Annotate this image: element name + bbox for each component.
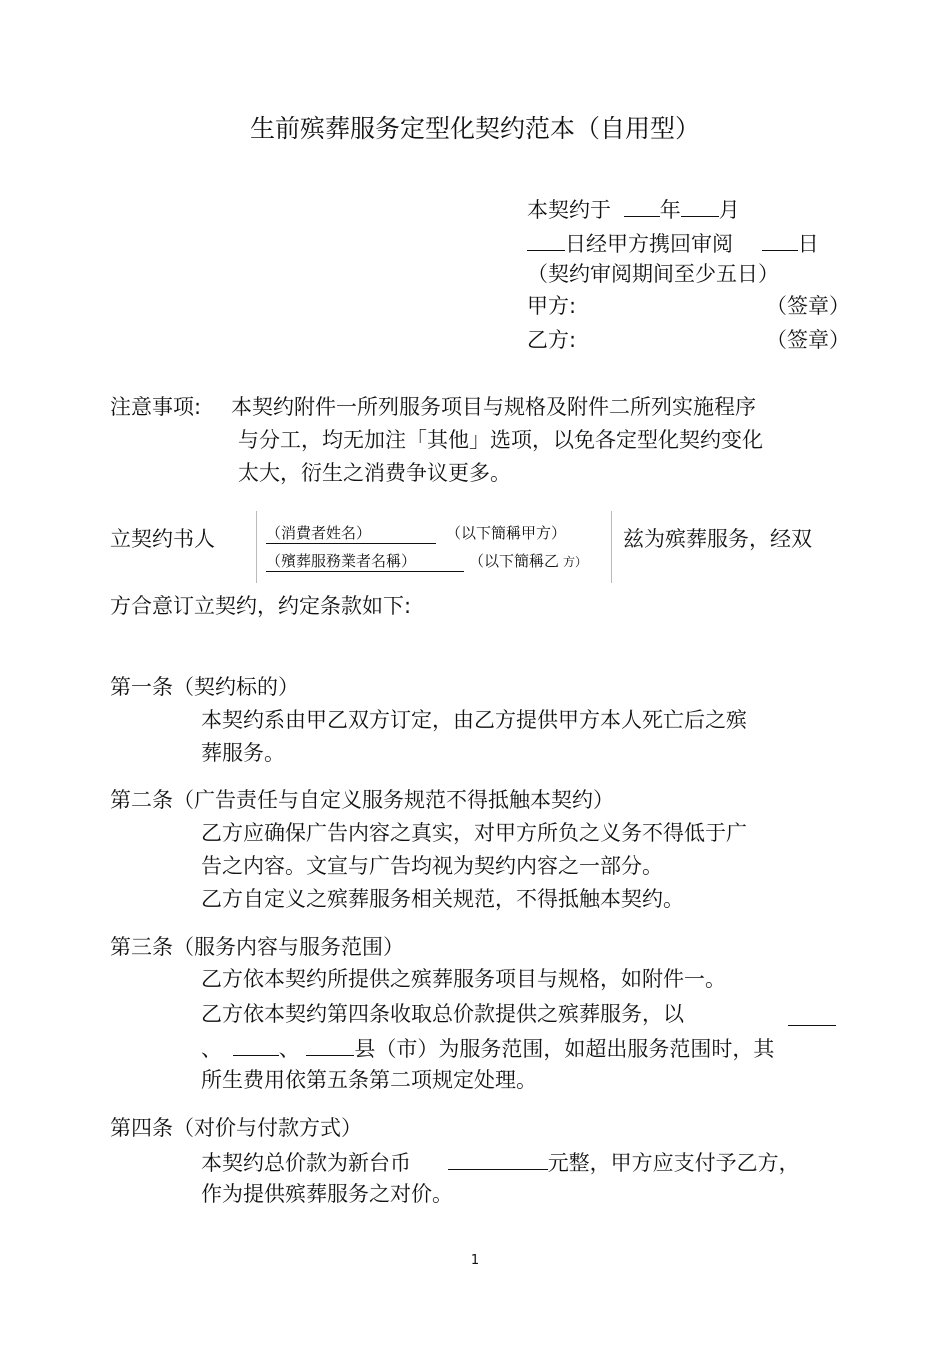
month-label: 月 <box>718 198 740 222</box>
contract-parties-label: 立契约书人 <box>110 527 215 551</box>
provider-note-a: （以下簡稱乙 <box>469 552 560 570</box>
year-blank[interactable] <box>624 198 660 217</box>
article-4-title: 第四条（对价与付款方式） <box>110 1116 362 1140</box>
parties-tail: 兹为殡葬服务，经双 <box>623 527 812 551</box>
price-text: 元整，甲方应支付予乙方， <box>547 1151 800 1175</box>
article-3-line-2: 乙方依本契约第四条收取总价款提供之殡葬服务，以 <box>201 1002 684 1026</box>
price-blank[interactable] <box>448 1151 548 1170</box>
day-blank[interactable] <box>527 232 565 251</box>
article-1-line-1: 本契约系由甲乙双方订定，由乙方提供甲方本人死亡后之殡 <box>201 708 747 732</box>
notice-line-1: 本契约附件一所列服务项目与规格及附件二所列实施程序 <box>231 395 756 419</box>
party-a-label: 甲方: <box>527 294 577 318</box>
article-4-line-1 <box>201 1151 800 1174</box>
notice-label: 注意事项: <box>110 395 202 419</box>
service-area-text: 县（市）为服务范围，如超出服务范围时，其 <box>354 1037 775 1061</box>
consumer-name-field[interactable]: （消費者姓名） <box>266 526 436 544</box>
agreement-date-label: 本契约于 <box>527 198 611 222</box>
party-a-seal: （签章） <box>766 294 850 318</box>
price-label: 本契约总价款为新台币 <box>201 1151 411 1175</box>
consumer-note: （以下簡稱甲方） <box>446 524 567 542</box>
separator-2: 、 <box>278 1037 300 1061</box>
article-4-line-2: 作为提供殡葬服务之对价。 <box>201 1182 453 1206</box>
article-3-line-3 <box>201 1037 774 1060</box>
review-period-note: （契约审阅期间至少五日） <box>527 262 779 286</box>
notice-line-3: 太大，衍生之消费争议更多。 <box>238 461 511 485</box>
article-1-line-2: 葬服务。 <box>201 741 285 765</box>
left-divider <box>256 511 257 583</box>
month-blank[interactable] <box>681 198 719 217</box>
article-2-line-1: 乙方应确保广告内容之真实，对甲方所负之义务不得低于广 <box>201 821 747 845</box>
article-2-line-3: 乙方自定义之殡葬服务相关规范，不得抵触本契约。 <box>201 887 684 911</box>
article-2-title: 第二条（广告责任与自定义服务规范不得抵触本契约） <box>110 788 614 812</box>
article-1-title: 第一条（契约标的） <box>110 675 299 699</box>
review-text: 日经甲方携回审阅 <box>565 232 733 256</box>
separator-1: 、 <box>201 1037 222 1061</box>
service-area-blank-2[interactable] <box>233 1037 279 1056</box>
provider-note <box>469 554 587 569</box>
review-day-blank[interactable] <box>762 232 798 251</box>
page-title: 生前殡葬服务定型化契约范本（自用型） <box>249 114 700 143</box>
review-date-line-2 <box>527 232 819 255</box>
notice-line-2: 与分工，均无加注「其他」选项，以免各定型化契约变化 <box>238 428 763 452</box>
provider-name-field[interactable]: （殯葬服務業者名稱） <box>266 554 464 572</box>
article-3-title: 第三条（服务内容与服务范围） <box>110 935 404 959</box>
parties-continuation: 方合意订立契约，约定条款如下: <box>110 594 412 618</box>
page-number: 1 <box>470 1253 480 1268</box>
day-label: 日 <box>797 232 819 256</box>
article-2-line-2: 告之内容。文宣与广告均视为契约内容之一部分。 <box>201 854 663 878</box>
service-area-blank-1[interactable] <box>788 1007 836 1026</box>
provider-note-b: 方） <box>563 555 588 569</box>
right-divider <box>611 511 612 583</box>
party-b-label: 乙方: <box>527 328 577 352</box>
article-3-line-1: 乙方依本契约所提供之殡葬服务项目与规格，如附件一。 <box>201 967 726 991</box>
article-3-line-4: 所生费用依第五条第二项规定处理。 <box>201 1068 537 1092</box>
review-date-line-1 <box>527 198 740 221</box>
party-b-seal: （签章） <box>766 328 850 352</box>
year-label: 年 <box>659 198 681 222</box>
service-area-blank-3[interactable] <box>306 1037 354 1056</box>
